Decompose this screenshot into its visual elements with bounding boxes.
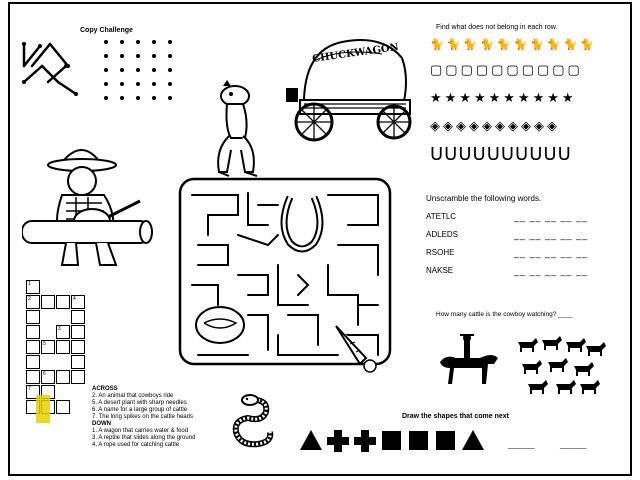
cow-silhouette <box>548 358 568 372</box>
copy-dot[interactable] <box>168 96 172 100</box>
copy-dot[interactable] <box>152 96 156 100</box>
copy-dot[interactable] <box>136 96 140 100</box>
unscramble-title: Unscramble the following words. <box>426 194 542 203</box>
crossword-cell[interactable] <box>56 325 70 339</box>
crossword-cell[interactable] <box>26 340 40 354</box>
crossword-cell[interactable] <box>71 355 85 369</box>
copy-dot[interactable] <box>120 40 124 44</box>
copy-dot[interactable] <box>104 96 108 100</box>
cattle-question[interactable]: How many cattle is the cowboy watching? ____ <box>436 311 573 318</box>
copy-dot[interactable] <box>168 68 172 72</box>
cowboy-on-horse-silhouette <box>436 332 506 397</box>
sequence-shape-plus <box>354 430 376 452</box>
shape-answer-blank-1[interactable]: ____ <box>508 436 535 450</box>
copy-dot[interactable] <box>168 82 172 86</box>
crossword-cell-number: 6 <box>43 371 46 377</box>
sequence-shape-square <box>382 431 401 450</box>
carrot-illustration <box>330 320 382 376</box>
copy-dot[interactable] <box>120 68 124 72</box>
copy-dot[interactable] <box>120 96 124 100</box>
crossword-cell[interactable] <box>71 370 85 384</box>
crossword-cell[interactable] <box>56 340 70 354</box>
copy-dot[interactable] <box>104 68 108 72</box>
copy-dot[interactable] <box>104 54 108 58</box>
cattle-herd-silhouette <box>514 332 606 402</box>
chuckwagon-sign: CHUCKWAGON <box>311 41 400 66</box>
odd-one-out-title: Find what does not belong in each row. <box>436 24 558 31</box>
copy-dot[interactable] <box>120 54 124 58</box>
crossword-cell[interactable] <box>56 400 70 414</box>
crossword-cell-number: 1 <box>28 281 31 287</box>
shapes-title: Draw the shapes that come next <box>402 413 509 420</box>
sequence-shape-triangle <box>462 430 484 450</box>
copy-challenge-dot-grid[interactable] <box>98 36 178 102</box>
copy-dot[interactable] <box>152 68 156 72</box>
across-clue: 6. A name for a large group of cattle <box>92 407 188 413</box>
answer-blank[interactable]: __ __ __ __ __ <box>514 230 589 240</box>
crossword-cell[interactable] <box>41 340 55 354</box>
crossword-clues <box>92 386 195 449</box>
copy-dot[interactable] <box>168 54 172 58</box>
crossword-cell-number: 7 <box>28 386 31 392</box>
crossword-cell-number: 2 <box>28 296 31 302</box>
across-clue: 2. An animal that cowboys ride <box>92 393 174 399</box>
scrambled-word: ATETLC <box>426 212 457 221</box>
answer-blank[interactable]: __ __ __ __ __ <box>514 266 589 276</box>
copy-dot[interactable] <box>120 82 124 86</box>
answer-blank[interactable]: __ __ __ __ __ <box>514 248 589 258</box>
crossword-cell[interactable] <box>26 325 40 339</box>
crossword-cell[interactable] <box>26 370 40 384</box>
crossword-cell[interactable] <box>56 370 70 384</box>
crossword-cell-number: 4 <box>73 296 76 302</box>
copy-dot[interactable] <box>152 82 156 86</box>
down-clue: 4. A rope used for catching cattle <box>92 442 180 448</box>
cow-silhouette <box>556 380 576 394</box>
unscramble-row <box>426 230 606 248</box>
sequence-shape-plus <box>327 430 349 452</box>
crossword-cell[interactable] <box>71 295 85 309</box>
crossword-cell[interactable] <box>41 370 55 384</box>
copy-dot[interactable] <box>152 40 156 44</box>
copy-dot[interactable] <box>168 40 172 44</box>
odd-row-diamonds[interactable]: ◈◈◈◈◈◈◈◈◈◈ <box>430 118 560 133</box>
odd-row-squares[interactable]: ▢▢▢▢▢▢▢▢▢▢ <box>430 62 583 77</box>
across-heading: ACROSS <box>92 386 118 392</box>
copy-dot[interactable] <box>136 82 140 86</box>
sequence-shape-square <box>409 431 428 450</box>
crossword-cell[interactable] <box>71 325 85 339</box>
odd-row-stars[interactable]: ★★★★★★★★★★ <box>430 90 577 105</box>
odd-row-cats[interactable]: 🐈🐈🐈🐈🐈🐈🐈🐈🐈🐈 <box>430 39 597 51</box>
crossword-cell-number: 5 <box>43 341 46 347</box>
down-clue: 1. A wagon that carries water & food <box>92 428 189 434</box>
sequence-shape-triangle <box>300 430 322 450</box>
unscramble-row <box>426 212 606 230</box>
copy-dot[interactable] <box>136 68 140 72</box>
scrambled-word: ADLEDS <box>426 230 459 239</box>
unscramble-row <box>426 266 606 284</box>
crossword-cell[interactable] <box>26 280 40 294</box>
crossword-cell[interactable] <box>26 310 40 324</box>
crossword-cell[interactable] <box>41 295 55 309</box>
copy-dot[interactable] <box>136 40 140 44</box>
down-clue: 3. A reptile that slides along the ground <box>92 435 196 441</box>
cow-silhouette <box>522 360 542 374</box>
sequence-shape-square <box>436 431 455 450</box>
shape-sequence <box>296 426 496 454</box>
crossword-cell[interactable] <box>26 355 40 369</box>
crossword-grid[interactable] <box>26 280 86 430</box>
across-clue: 5. A desert plant with sharp needles <box>92 400 187 406</box>
odd-row-horseshoes[interactable]: ᑌᑌᑌᑌᑌᑌᑌᑌᑌᑌ <box>430 144 572 164</box>
crossword-cell[interactable] <box>71 310 85 324</box>
copy-dot[interactable] <box>104 82 108 86</box>
down-heading: DOWN <box>92 421 111 427</box>
cow-silhouette <box>518 338 538 352</box>
copy-dot[interactable] <box>104 40 108 44</box>
scrambled-word: RSOHE <box>426 248 455 257</box>
copy-dot[interactable] <box>152 54 156 58</box>
crossword-cell-number: 3 <box>58 326 61 332</box>
copy-challenge-title: Copy Challenge <box>80 27 133 34</box>
unscramble-list <box>426 212 606 284</box>
scrambled-word: NAKSE <box>426 266 454 275</box>
cow-silhouette <box>586 342 606 356</box>
copy-challenge-pattern <box>18 36 93 101</box>
cow-silhouette <box>566 338 586 352</box>
cow-silhouette <box>580 380 600 394</box>
shape-answer-blank-2[interactable]: ____ <box>560 436 587 450</box>
cow-silhouette <box>542 336 562 350</box>
rattlesnake-illustration <box>224 392 278 454</box>
cowboy-guitar-illustration <box>22 125 157 270</box>
cow-silhouette <box>574 362 594 376</box>
crossword-cell[interactable] <box>56 295 70 309</box>
crossword-highlight <box>36 395 50 423</box>
answer-blank[interactable]: __ __ __ __ __ <box>514 212 589 222</box>
crossword-cell[interactable] <box>26 295 40 309</box>
unscramble-row <box>426 248 606 266</box>
copy-dot[interactable] <box>136 54 140 58</box>
across-clue: 7. The long spikes on the cattle heads <box>92 414 193 420</box>
crossword-cell[interactable] <box>71 340 85 354</box>
cow-silhouette <box>528 380 548 394</box>
